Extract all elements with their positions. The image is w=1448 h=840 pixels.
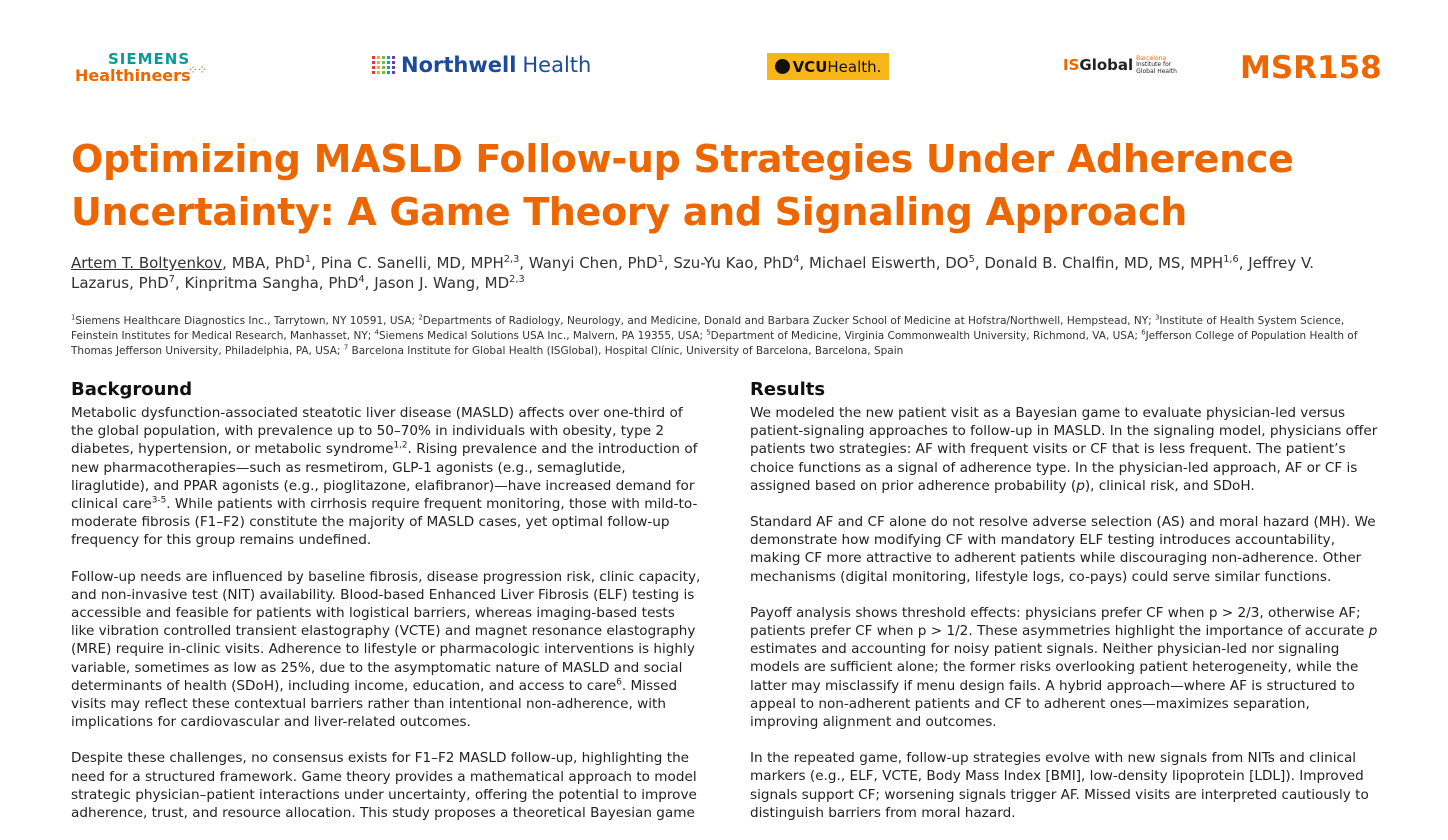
author-credentials: , MD <box>475 274 510 292</box>
northwell-grid-dot <box>392 71 395 74</box>
text-run: . While patients with cirrhosis require frequent monitoring, those with mild-to-moderate fibrosis (F1–F2) constitute the majority of MASLD cases, yet optimal follow-up frequency for this group remains undefined. <box>71 496 698 549</box>
author-affiliation-number: 5 <box>968 254 975 265</box>
healthineers-wordmark: Healthineers <box>75 66 191 85</box>
affiliation-number: 7 <box>343 343 349 352</box>
affiliation-text: Jefferson College of Population Health of Thomas Jefferson University, Philadelphia, PA, USA; <box>71 330 1358 357</box>
isglobal-is-mark: IS <box>1063 56 1080 75</box>
section-heading: Results <box>750 379 826 400</box>
author-name: Donald B. Chalfin <box>984 254 1115 272</box>
isglobal-sub-line: Institute for <box>1136 61 1172 69</box>
northwell-grid-dot <box>372 71 375 74</box>
affiliation-text: Institute of Health System Science, Feinstein Institutes for Medical Research, Manhasset, NY; <box>71 315 1345 342</box>
text-run: We modeled the new patient visit as a Bayesian game to evaluate physician-led versus patient-signaling approaches to follow-up in MASLD. In the signaling model, physicians offer patients two strategies: AF with frequent visits or CF that is less frequent. The patient’s choice functions as a signal of adherence type. In the physician-led approach, AF or CF is assigned based on prior adherence probability ( <box>750 405 1378 494</box>
northwell-grid-dot <box>372 56 375 59</box>
logo-row <box>0 50 1448 90</box>
author-name: Jeffrey V. Lazarus <box>71 254 1315 292</box>
affiliation-number: 2 <box>418 313 423 322</box>
northwell-grid-dot <box>392 61 395 64</box>
italic-variable: p <box>1368 623 1378 640</box>
vcu-seal-icon <box>775 59 790 74</box>
section-body <box>750 404 1380 822</box>
author-credentials: , MD, MPH <box>426 254 504 272</box>
paragraph <box>750 604 1380 731</box>
isglobal-subtitle <box>1136 56 1177 75</box>
northwell-grid-dot <box>382 56 385 59</box>
northwell-grid-dot <box>377 61 380 64</box>
author-credentials: , PhD <box>129 274 169 292</box>
affiliation-number: 5 <box>706 328 711 337</box>
siemens-healthineers-logo <box>75 50 207 85</box>
author-name: Jason J. Wang <box>374 274 476 292</box>
affiliation-text: Siemens Medical Solutions USA Inc., Malvern, PA 19355, USA; <box>378 330 707 342</box>
northwell-grid-dot <box>387 66 390 69</box>
author-affiliation-number: 2,3 <box>509 274 525 285</box>
author-affiliation-number: 1 <box>657 254 664 265</box>
affiliation-number: 6 <box>1141 328 1146 337</box>
author-affiliation-number: 4 <box>793 254 800 265</box>
northwell-wordmark: Northwell <box>401 53 517 77</box>
text-run: Payoff analysis shows threshold effects: physicians prefer CF when p > 2/3, otherwise AF; patients prefer CF when p > 1/2. These asymmetries highlight the importance of accurate <box>750 604 1369 640</box>
author-credentials: , MBA, PhD <box>222 254 305 272</box>
siemens-wordmark: SIEMENS <box>108 50 191 68</box>
author-credentials: , PhD <box>753 254 794 272</box>
northwell-grid-dot <box>377 71 380 74</box>
northwell-grid-dot <box>377 66 380 69</box>
poster-id-badge: MSR158 <box>1240 50 1382 86</box>
text-run: Standard AF and CF alone do not resolve adverse selection (AS) and moral hazard (MH). We demonstrate how modifying CF with mandatory ELF testing introduces accountability, making CF more attractive to adherent patients while discouraging non-adherence. Other mechanisms (digital monitoring, lifestyle logs, co-pays) could serve similar functions. <box>750 514 1376 585</box>
paragraph <box>71 404 701 550</box>
northwell-grid-dot <box>372 66 375 69</box>
isglobal-sub-line: Barcelona <box>1136 55 1167 62</box>
author-credentials: , PhD <box>318 274 359 292</box>
author-list: Artem T. Boltyenkov, MBA, PhD$^1$, Pina C. Sanelli, MD, MPH$^{2,3}$, Wanyi Chen, PhD$^1$, Szu-Yu Kao, PhD$^4$, Michael Eiswerth, $DO^5$, Donald B. Chalfin, MD, MS, MPH$^{1,6}$, Jeffrey V. Lazarus, PhD$^7$, Kinpritma Sangha, PhD$^4$, Jason J. Wang, MD$^{2,3}$ <box>71 254 1315 292</box>
northwell-health-wordmark: Health <box>522 53 592 77</box>
paragraph <box>750 513 1380 586</box>
author-credentials: , MD, MS, MPH <box>1114 254 1224 272</box>
northwell-grid-dot <box>387 56 390 59</box>
affiliation-text: Department of Medicine, Virginia Commonwealth University, Richmond, VA, USA; <box>710 330 1142 342</box>
affiliation-list <box>71 314 1371 359</box>
author-name: Wanyi Chen <box>528 254 618 272</box>
northwell-grid-dot <box>387 61 390 64</box>
paragraph <box>71 749 701 822</box>
paragraph <box>71 568 701 732</box>
citation-superscript: 3-5 <box>151 495 167 506</box>
section-heading: Background <box>71 379 193 400</box>
affiliation-text: Departments of Radiology, Neurology, and Medicine, Donald and Barbara Zucker School of Medicine at Hofstra/Northwell, Hempstead, NY; <box>422 315 1156 327</box>
citation-superscript: 1,2 <box>393 440 408 451</box>
author-affiliation-number: 1 <box>304 254 312 265</box>
affiliation-number: 1 <box>71 313 76 322</box>
text-run: Follow-up needs are influenced by baseline fibrosis, disease progression risk, clinic capacity, and non-invasive test (NIT) availability. Blood-based Enhanced Liver Fibrosis (ELF) testing is accessible and feasible for patients with logistical barriers, whereas imaging-based tests like vibration controlled transient elastography (VCTE) and magnet resonance elastography (MRE) require in-clinic visits. Adherence to lifestyle or pharmacologic interventions is highly variable, sometimes as low as 25%, due to the asymptomatic nature of MASLD and social determinants of health (SDoH), including income, education, and access to care <box>71 568 701 694</box>
isglobal-global-mark: Global <box>1079 56 1134 75</box>
author-name: Michael Eiswerth <box>808 254 936 272</box>
isglobal-logo <box>1063 56 1177 75</box>
affiliation-number: 3 <box>1155 313 1160 322</box>
results-section <box>750 378 1380 840</box>
vcu-health-logo <box>767 53 889 80</box>
author-name: Pina C. Sanelli <box>320 254 427 272</box>
northwell-grid-icon <box>372 56 395 74</box>
northwell-grid-dot <box>392 66 395 69</box>
northwell-health-logo <box>372 53 591 77</box>
author-affiliation-number: 2,3 <box>503 254 520 265</box>
paragraph <box>750 404 1380 495</box>
northwell-grid-dot <box>372 61 375 64</box>
author-affiliation-number: 7 <box>168 274 175 285</box>
northwell-grid-dot <box>387 71 390 74</box>
text-run: . Missed visits may reflect these contextual barriers rather than intentional non-adherence, with implications for cardiovascular and liver-related outcomes. <box>71 677 678 731</box>
northwell-grid-dot <box>392 56 395 59</box>
siemens-dots-icon: ⁘⁘ <box>188 63 207 77</box>
paragraph <box>750 749 1380 822</box>
text-run: Despite these challenges, no consensus exists for F1–F2 MASLD follow-up, highlighting the need for a structured framework. Game theory provides a mathematical approach to model strategic physician–patient interactions under uncertainty, offering the potential to improve adherence, trust, and resource allocation. This study proposes a theoretical Bayesian game <box>71 750 697 822</box>
vcu-health-wordmark: Health. <box>827 57 882 76</box>
text-run: estimates and accounting for noisy patient signals. Neither physician-led nor signaling models are sufficient alone; the former risks overlooking patient heterogeneity, while the latter may misclassify if menu design fails. A hybrid approach—where AF is structured to appeal to non-adherent patients and CF to adherent ones—maximizes separation, improving alignment and outcomes. <box>750 641 1359 731</box>
northwell-grid-dot <box>382 66 385 69</box>
author-name: Szu-Yu Kao <box>673 254 754 272</box>
isglobal-sub-line: Global Health <box>1136 67 1177 75</box>
author-affiliation-number: 4 <box>358 274 365 285</box>
author-name: Kinpritma Sangha <box>184 274 319 292</box>
author-affiliation-number: 1,6 <box>1223 254 1239 265</box>
text-run: ), clinical risk, and SDoH. <box>1084 477 1255 494</box>
text-run: Metabolic dysfunction-associated steatotic liver disease (MASLD) affects over one-third of the global population, with prevalence up to 50–70% in individuals with obesity, type 2 diabetes, hypertension, or metabolic syndrome <box>71 405 683 458</box>
vcu-wordmark: VCU <box>792 57 828 76</box>
author-credentials: , PhD <box>617 254 658 272</box>
italic-variable: p <box>1076 477 1085 494</box>
section-body <box>71 404 701 822</box>
citation-superscript: 6 <box>616 677 622 688</box>
author-credentials: , DO <box>935 254 969 272</box>
poster-title: Optimizing MASLD Follow-up Strategies Under Adherence Uncertainty: A Game Theory and Signaling Approach <box>71 137 1294 234</box>
author-name: Artem T. Boltyenkov <box>71 254 223 272</box>
affiliation-number: 4 <box>374 328 379 337</box>
northwell-grid-dot <box>382 71 385 74</box>
affiliation-text: Siemens Healthcare Diagnostics Inc., Tarrytown, NY 10591, USA; <box>75 315 419 327</box>
background-section <box>71 378 701 840</box>
text-run: In the repeated game, follow-up strategies evolve with new signals from NITs and clinical markers (e.g., ELF, VCTE, Body Mass Index [BMI], low-density lipoprotein [LDL]). Improved signals support CF; worsening signals trigger AF. Missed visits are interpreted cautiously to distinguish barriers from moral hazard. <box>750 750 1369 821</box>
affiliation-text: Barcelona Institute for Global Health (ISGlobal), Hospital Clínic, University of Barcelona, Barcelona, Spain <box>348 345 904 357</box>
text-run: . Rising prevalence and the introduction of new pharmacotherapies—such as resmetirom, GLP-1 agonists (e.g., semaglutide, liraglutide), and PPAR agonists (e.g., pioglitazone, elafibranor)—have increased demand for clinical care <box>71 441 698 513</box>
northwell-grid-dot <box>382 61 385 64</box>
northwell-grid-dot <box>377 56 380 59</box>
